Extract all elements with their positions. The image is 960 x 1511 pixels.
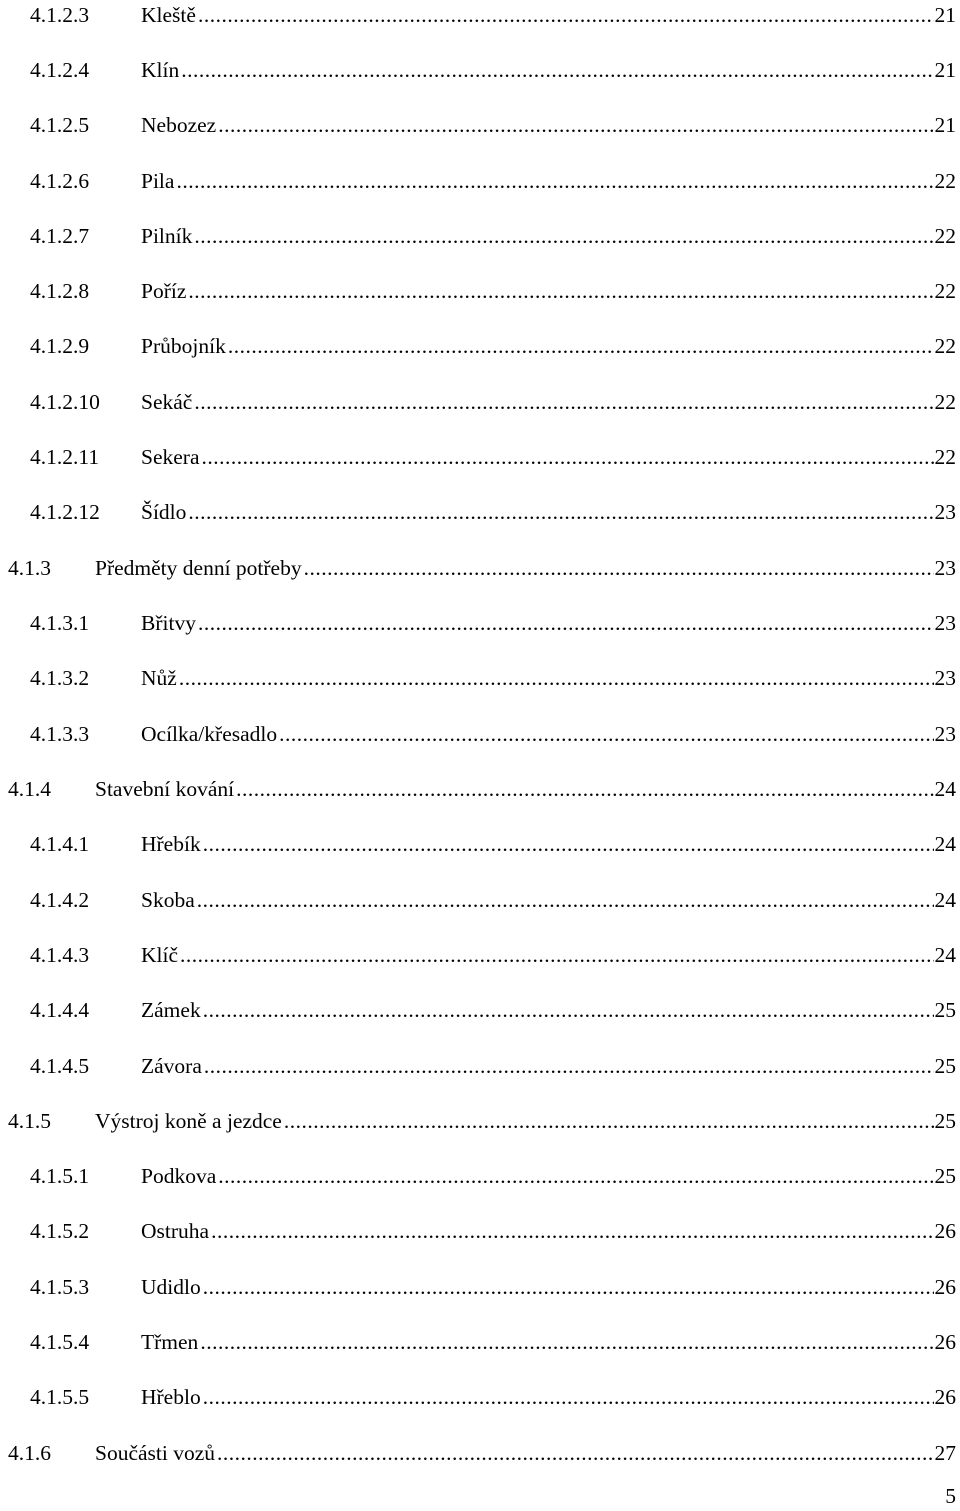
- toc-entry-number: 4.1.5: [8, 1109, 51, 1133]
- toc-entry-line: [141, 1327, 956, 1357]
- toc-entry-number: 4.1.4.3: [30, 943, 90, 967]
- dot-leader: [218, 110, 933, 140]
- dot-leader: [188, 497, 933, 527]
- toc-entry-number: 4.1.2.12: [30, 500, 100, 524]
- toc-entry[interactable]: [0, 55, 960, 85]
- toc-entry-line: [141, 1051, 956, 1081]
- toc-entry-number: 4.1.5.1: [30, 1164, 90, 1188]
- toc-entry-line: [141, 995, 956, 1025]
- toc-entry[interactable]: [0, 1161, 960, 1191]
- toc-entry-line: [95, 1106, 956, 1136]
- dot-leader: [204, 1051, 934, 1081]
- toc-entry-title: Poříz: [141, 279, 187, 303]
- toc-entry-title: Třmen: [141, 1330, 199, 1354]
- toc-entry-line: [141, 663, 956, 693]
- toc-entry-number: 4.1.3: [8, 556, 51, 580]
- toc-entry-page: 22: [934, 390, 956, 414]
- toc-entry-line: [141, 608, 956, 638]
- toc-entry[interactable]: [0, 110, 960, 140]
- dot-leader: [228, 331, 934, 361]
- toc-entry-page: 22: [934, 334, 956, 358]
- toc-entry[interactable]: [0, 829, 960, 859]
- toc-entry-page: 22: [934, 279, 956, 303]
- toc-entry-number: 4.1.4.5: [30, 1054, 90, 1078]
- toc-entry-line: [141, 829, 956, 859]
- toc-entry-title: Hřebík: [141, 832, 201, 856]
- dot-leader: [211, 1216, 933, 1246]
- toc-entry-number: 4.1.4.4: [30, 998, 90, 1022]
- toc-entry[interactable]: [0, 0, 960, 30]
- toc-entry-page: 24: [934, 943, 956, 967]
- toc-entry-page: 25: [934, 998, 956, 1022]
- toc-entry-number: 4.1.4.1: [30, 832, 90, 856]
- toc-entry-page: 22: [934, 169, 956, 193]
- page-number: 5: [945, 1484, 956, 1508]
- dot-leader: [198, 608, 934, 638]
- dot-leader: [203, 829, 934, 859]
- dot-leader: [194, 221, 933, 251]
- toc-entry[interactable]: [0, 387, 960, 417]
- toc-entry[interactable]: [0, 719, 960, 749]
- dot-leader: [279, 719, 933, 749]
- toc-entry-number: 4.1.2.11: [30, 445, 100, 469]
- toc-entry-title: Šídlo: [141, 500, 187, 524]
- toc-entry-page: 23: [934, 611, 956, 635]
- toc-entry-page: 24: [934, 777, 956, 801]
- toc-entry[interactable]: [0, 885, 960, 915]
- toc-entry-page: 23: [934, 666, 956, 690]
- toc-entry-title: Skoba: [141, 888, 195, 912]
- toc-entry[interactable]: [0, 1272, 960, 1302]
- toc-entry-title: Zámek: [141, 998, 201, 1022]
- toc-entry-title: Výstroj koně a jezdce: [95, 1109, 282, 1133]
- toc-entry-number: 4.1.3.2: [30, 666, 90, 690]
- toc-entry[interactable]: [0, 553, 960, 583]
- toc-entry-number: 4.1.5.2: [30, 1219, 90, 1243]
- toc-entry-title: Stavební kování: [95, 777, 235, 801]
- toc-entry-line: [141, 276, 956, 306]
- toc-entry-page: 25: [934, 1054, 956, 1078]
- toc-entry-line: [141, 1382, 956, 1412]
- toc-entry-line: [141, 331, 956, 361]
- toc-entry-line: [141, 1216, 956, 1246]
- toc-entry-number: 4.1.4: [8, 777, 51, 801]
- dot-leader: [197, 885, 934, 915]
- toc-entry[interactable]: [0, 1438, 960, 1468]
- dot-leader: [179, 663, 934, 693]
- toc-entry-number: 4.1.2.5: [30, 113, 90, 137]
- toc-entry-line: [141, 885, 956, 915]
- toc-entry-page: 22: [934, 224, 956, 248]
- toc-entry-title: Součásti vozů: [95, 1441, 216, 1465]
- toc-entry-line: [141, 166, 956, 196]
- dot-leader: [180, 940, 933, 970]
- toc-entry-number: 4.1.2.4: [30, 58, 90, 82]
- dot-leader: [176, 166, 933, 196]
- toc-entry[interactable]: [0, 995, 960, 1025]
- toc-entry[interactable]: [0, 663, 960, 693]
- toc-entry-title: Závora: [141, 1054, 202, 1078]
- toc-entry[interactable]: [0, 166, 960, 196]
- toc-entry-page: 22: [934, 445, 956, 469]
- dot-leader: [200, 1327, 933, 1357]
- toc-entry-title: Ocílka/křesadlo: [141, 722, 278, 746]
- toc-entry-page: 21: [934, 3, 956, 27]
- toc-entry-line: [141, 221, 956, 251]
- toc-entry-line: [141, 1161, 956, 1191]
- toc-entry[interactable]: [0, 276, 960, 306]
- toc-entry-page: 23: [934, 556, 956, 580]
- toc-entry-number: 4.1.5.5: [30, 1385, 90, 1409]
- toc-entry-number: 4.1.2.7: [30, 224, 90, 248]
- toc-entry-number: 4.1.2.3: [30, 3, 90, 27]
- toc-entry-number: 4.1.4.2: [30, 888, 90, 912]
- toc-entry[interactable]: [0, 774, 960, 804]
- toc-entry-line: [141, 719, 956, 749]
- dot-leader: [218, 1161, 933, 1191]
- toc-entry-page: 25: [934, 1109, 956, 1133]
- toc-entry-line: [95, 774, 956, 804]
- toc-entry-line: [95, 553, 956, 583]
- toc-entry-line: [141, 1272, 956, 1302]
- toc-entry-page: 25: [934, 1164, 956, 1188]
- toc-entry-title: Pilník: [141, 224, 193, 248]
- toc-entry-title: Nebozez: [141, 113, 217, 137]
- dot-leader: [198, 0, 934, 30]
- toc-entry[interactable]: [0, 608, 960, 638]
- toc-entry-line: [95, 1438, 956, 1468]
- toc-entry-line: [141, 110, 956, 140]
- toc-entry-page: 23: [934, 500, 956, 524]
- toc-entry-title: Pila: [141, 169, 175, 193]
- dot-leader: [181, 55, 933, 85]
- toc-entry-page: 24: [934, 832, 956, 856]
- toc-entry-page: 26: [934, 1330, 956, 1354]
- toc-entry-title: Sekáč: [141, 390, 193, 414]
- toc-entry[interactable]: [0, 1216, 960, 1246]
- toc-entry[interactable]: [0, 221, 960, 251]
- toc-entry-page: 21: [934, 58, 956, 82]
- dot-leader: [304, 553, 934, 583]
- toc-entry-line: [141, 940, 956, 970]
- toc-entry-page: 23: [934, 722, 956, 746]
- toc-entry-title: Sekera: [141, 445, 200, 469]
- toc-entry-line: [141, 55, 956, 85]
- toc-entry-number: 4.1.2.9: [30, 334, 90, 358]
- dot-leader: [203, 995, 934, 1025]
- toc-entry-page: 26: [934, 1275, 956, 1299]
- toc-entry[interactable]: [0, 1051, 960, 1081]
- dot-leader: [194, 387, 933, 417]
- toc-entry[interactable]: [0, 1327, 960, 1357]
- toc-entry-title: Břitvy: [141, 611, 196, 635]
- toc-entry[interactable]: [0, 331, 960, 361]
- toc-entry-line: [141, 0, 956, 30]
- toc-entry-page: 24: [934, 888, 956, 912]
- toc-entry-line: [141, 387, 956, 417]
- toc-entry-title: Průbojník: [141, 334, 226, 358]
- toc-entry-number: 4.1.6: [8, 1441, 51, 1465]
- toc-entry-page: 27: [934, 1441, 956, 1465]
- toc-entry-title: Hřeblo: [141, 1385, 201, 1409]
- toc-entry-title: Klíč: [141, 943, 179, 967]
- toc-entry-page: 26: [934, 1385, 956, 1409]
- toc-entry-title: Předměty denní potřeby: [95, 556, 302, 580]
- toc-entry[interactable]: [0, 1106, 960, 1136]
- toc-entry-number: 4.1.2.6: [30, 169, 90, 193]
- toc-entry-number: 4.1.5.4: [30, 1330, 90, 1354]
- toc-entry-title: Kleště: [141, 3, 196, 27]
- dot-leader: [217, 1438, 933, 1468]
- dot-leader: [203, 1382, 934, 1412]
- toc-entry[interactable]: [0, 1382, 960, 1412]
- toc-entry-line: [141, 497, 956, 527]
- dot-leader: [236, 774, 933, 804]
- dot-leader: [203, 1272, 934, 1302]
- toc-entry-title: Klín: [141, 58, 180, 82]
- toc-entry-title: Udidlo: [141, 1275, 201, 1299]
- toc-entry-number: 4.1.5.3: [30, 1275, 90, 1299]
- toc-entry-title: Nůž: [141, 666, 177, 690]
- dot-leader: [202, 442, 934, 472]
- toc-entry[interactable]: [0, 497, 960, 527]
- toc-entry-number: 4.1.2.8: [30, 279, 90, 303]
- dot-leader: [188, 276, 933, 306]
- toc-entry[interactable]: [0, 940, 960, 970]
- toc-entry-number: 4.1.3.3: [30, 722, 90, 746]
- toc-entry[interactable]: [0, 442, 960, 472]
- toc-entry-title: Podkova: [141, 1164, 217, 1188]
- dot-leader: [284, 1106, 934, 1136]
- toc-entry-number: 4.1.3.1: [30, 611, 90, 635]
- toc-entry-number: 4.1.2.10: [30, 390, 100, 414]
- toc-entry-page: 21: [934, 113, 956, 137]
- toc-entry-line: [141, 442, 956, 472]
- toc-entry-title: Ostruha: [141, 1219, 210, 1243]
- toc-entry-page: 26: [934, 1219, 956, 1243]
